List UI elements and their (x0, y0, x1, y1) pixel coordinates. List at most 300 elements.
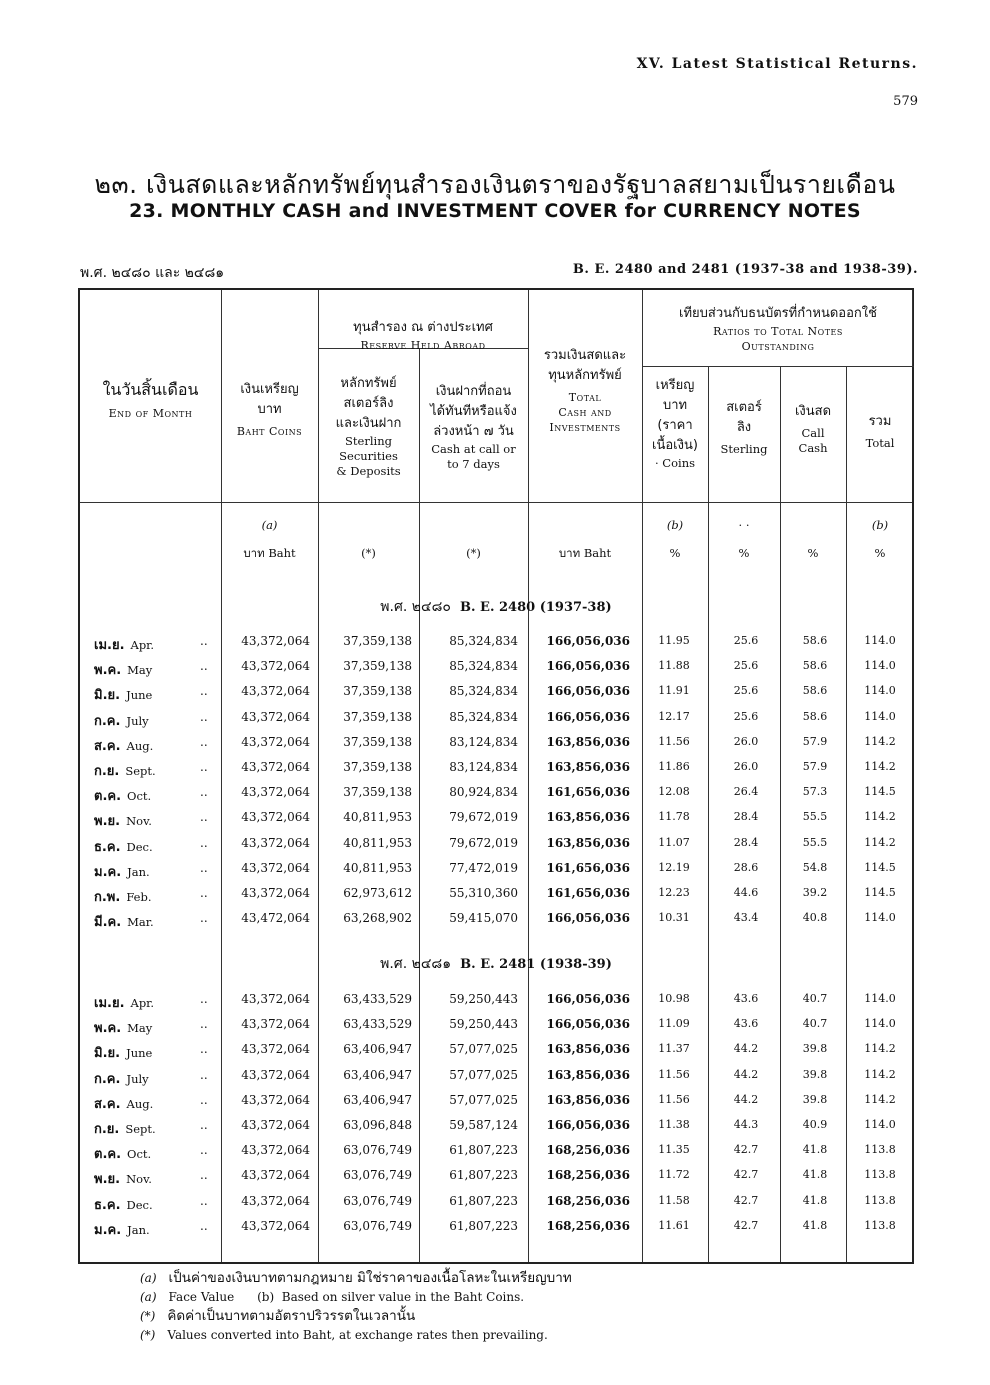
month-thai: ต.ค. (94, 1147, 122, 1163)
cell-total: 166,056,036 (546, 684, 630, 699)
cell-sterling: 63,076,749 (343, 1193, 412, 1208)
cell-baht-coins: 43,372,064 (241, 810, 310, 825)
cell-ratio-total: 114.0 (864, 911, 896, 925)
unit-label: % (807, 546, 819, 560)
cell-ratio-cash: 57.9 (802, 734, 828, 748)
cell-ratio-sterling: 26.0 (733, 760, 759, 773)
month-thai: ต.ค. (94, 789, 122, 805)
cell-cash-call: 59,250,443 (449, 992, 518, 1006)
month-english: Jan. (127, 864, 150, 879)
cell-baht-coins: 43,372,064 (241, 760, 310, 774)
cell-baht-coins: 43,472,064 (241, 911, 310, 926)
cell-sterling: 63,076,749 (343, 1143, 412, 1158)
cell-baht-coins: 43,372,064 (241, 634, 310, 648)
month-english: Apr. (130, 638, 155, 652)
header-sterling: หลักทรัพย์ สเตอร์ลิง และเงินฝาก Sterling Securities & Deposits (335, 376, 402, 478)
cell-total: 168,256,036 (546, 1218, 630, 1233)
footnote-marker: (*) (140, 1309, 156, 1323)
cell-baht-coins: 43,372,064 (241, 1092, 310, 1107)
month-cell (94, 684, 152, 705)
cell-cash-call: 57,077,025 (449, 1042, 518, 1057)
month-cell (94, 1168, 152, 1189)
month-thai: มิ.ย. (94, 688, 121, 704)
cell-ratio-coins: 11.58 (658, 1193, 690, 1207)
cell-ratio-cash: 57.9 (802, 760, 828, 773)
cell-ratio-coins: 11.86 (658, 760, 690, 773)
page-title-thai: ๒๓. เงินสดและหลักทรัพย์ทุนสำรองเงินตราของรัฐบาลสยามเป็นรายเดือน (94, 170, 896, 199)
cell-ratio-total: 114.2 (864, 1067, 896, 1081)
cell-ratio-coins: 11.56 (658, 1067, 690, 1081)
cell-ratio-sterling: 43.6 (733, 992, 759, 1005)
month-thai: มี.ค. (94, 915, 122, 931)
month-english: Sept. (125, 764, 156, 778)
page-number: 579 (893, 94, 918, 109)
header-ratios-group: เทียบส่วนกับธนบัตรที่กำหนดออกใช้ Ratios to Total Notes Outstanding (679, 306, 877, 353)
cell-ratio-sterling: 25.6 (733, 709, 759, 723)
month-thai: ก.ค. (94, 1071, 121, 1087)
cell-cash-call: 83,124,834 (449, 760, 518, 774)
cell-total: 166,056,036 (546, 709, 630, 724)
cell-cash-call: 61,807,223 (449, 1218, 518, 1233)
cell-ratio-coins: 11.35 (658, 1143, 690, 1157)
month-english: Dec. (126, 1197, 153, 1212)
header-cash-call: เงินฝากที่ถอน ได้ทันทีหรือแจ้ง ล่วงหน้า ๗ วัน Cash at call or to 7 days (430, 384, 517, 471)
cell-cash-call: 61,807,223 (449, 1193, 518, 1208)
leader-dots: .. (200, 911, 208, 926)
cell-baht-coins: 43,372,064 (241, 1017, 310, 1032)
table-row (80, 907, 912, 932)
cell-ratio-cash: 41.8 (802, 1143, 828, 1157)
footnote-text: Values converted into Baht, at exchange rates then prevailing. (167, 1328, 548, 1342)
month-cell (94, 659, 152, 680)
month-cell (94, 785, 151, 806)
cell-ratio-sterling: 42.7 (733, 1193, 759, 1207)
month-cell (94, 634, 154, 655)
cell-ratio-cash: 58.6 (802, 684, 828, 698)
header-rule (80, 502, 912, 503)
cell-total: 163,856,036 (546, 835, 630, 850)
page-title: 23. MONTHLY CASH and INVESTMENT COVER for CURRENCY NOTES (129, 200, 861, 222)
cell-baht-coins: 43,372,064 (241, 835, 310, 850)
cell-sterling: 63,268,902 (343, 911, 412, 926)
leader-dots: .. (200, 659, 208, 674)
month-cell (94, 710, 149, 731)
cell-cash-call: 85,324,834 (449, 659, 518, 674)
month-thai: ม.ค. (94, 864, 122, 880)
cell-total: 168,256,036 (546, 1193, 630, 1208)
cell-sterling: 63,076,749 (343, 1168, 412, 1183)
cell-ratio-sterling: 28.4 (733, 835, 759, 849)
leader-dots: .. (200, 810, 208, 825)
cell-sterling: 37,359,138 (343, 709, 412, 724)
unit-label: % (669, 546, 681, 560)
month-cell (94, 1143, 151, 1164)
cell-baht-coins: 43,372,064 (241, 1168, 310, 1183)
cell-ratio-total: 114.2 (864, 810, 896, 824)
cell-cash-call: 85,324,834 (449, 684, 518, 699)
leader-dots: .. (200, 1092, 208, 1107)
leader-dots: .. (200, 992, 208, 1006)
month-thai: ก.ค. (94, 713, 121, 729)
month-thai: ธ.ค. (94, 839, 121, 855)
table-row (80, 988, 912, 1013)
cell-ratio-cash: 40.7 (802, 1017, 828, 1031)
month-cell (94, 760, 156, 781)
cell-total: 163,856,036 (546, 1067, 630, 1082)
month-english: Dec. (126, 839, 153, 854)
footnote-marker: (a) (140, 1271, 157, 1285)
cell-cash-call: 61,807,223 (449, 1143, 518, 1158)
cell-cash-call: 59,250,443 (449, 1017, 518, 1032)
cell-cash-call: 79,672,019 (449, 835, 518, 850)
table-row (80, 832, 912, 857)
cell-baht-coins: 43,372,064 (241, 1218, 310, 1233)
cell-cash-call: 77,472,019 (449, 860, 518, 875)
cell-ratio-coins: 11.95 (658, 634, 690, 647)
unit-label: % (874, 546, 886, 560)
cell-ratio-total: 113.8 (864, 1218, 896, 1232)
header-ratio-sterling: สเตอร์ ลิง Sterling (720, 400, 768, 456)
cell-ratio-cash: 41.8 (802, 1168, 828, 1182)
leader-dots: .. (200, 1143, 208, 1158)
note-marker: (b) (871, 518, 889, 532)
cell-ratio-coins: 11.37 (658, 1042, 690, 1056)
cell-ratio-total: 114.0 (864, 684, 896, 698)
cell-ratio-sterling: 44.3 (733, 1118, 759, 1131)
month-english: Feb. (126, 890, 152, 904)
table-row (80, 806, 912, 831)
cell-total: 168,256,036 (546, 1168, 630, 1183)
table-row (80, 1089, 912, 1114)
unit-label: (*) (466, 546, 481, 560)
cell-ratio-sterling: 44.2 (733, 1042, 759, 1056)
cell-total: 163,856,036 (546, 1042, 630, 1057)
cell-sterling: 37,359,138 (343, 760, 412, 774)
footnote-marker: (*) (140, 1328, 156, 1342)
month-cell (94, 911, 154, 932)
cell-baht-coins: 43,372,064 (241, 992, 310, 1006)
month-english: Apr. (130, 996, 155, 1010)
cell-ratio-coins: 12.23 (658, 886, 690, 899)
month-cell (94, 735, 153, 756)
cell-total: 161,656,036 (546, 785, 630, 800)
cell-ratio-total: 114.2 (864, 1092, 896, 1106)
month-thai: พ.ย. (94, 814, 121, 830)
unit-label: บาท Baht (558, 546, 612, 560)
cell-ratio-sterling: 25.6 (733, 684, 759, 698)
cell-sterling: 37,359,138 (343, 634, 412, 648)
footnote (140, 1288, 572, 1306)
month-cell (94, 1093, 153, 1114)
unit-label: (*) (361, 546, 376, 560)
cell-ratio-total: 114.2 (864, 734, 896, 748)
table-row (80, 882, 912, 907)
cell-ratio-cash: 39.8 (802, 1042, 828, 1056)
month-thai: พ.ค. (94, 663, 122, 679)
period-label: B. E. 2480 and 2481 (1937-38 and 1938-39). (572, 262, 918, 277)
cell-total: 163,856,036 (546, 810, 630, 825)
table-row (80, 1114, 912, 1139)
month-english: July (126, 713, 149, 728)
cell-ratio-total: 114.0 (864, 1017, 896, 1031)
cell-ratio-total: 114.0 (864, 659, 896, 673)
cell-ratio-sterling: 25.6 (733, 659, 759, 673)
leader-dots: .. (200, 760, 208, 774)
cell-baht-coins: 43,372,064 (241, 1193, 310, 1208)
cell-ratio-total: 114.2 (864, 1042, 896, 1056)
leader-dots: .. (200, 1218, 208, 1233)
cell-ratio-coins: 11.78 (658, 810, 690, 824)
cell-ratio-sterling: 44.2 (733, 1067, 759, 1081)
cell-ratio-total: 114.0 (864, 992, 896, 1005)
cell-ratio-coins: 12.19 (658, 860, 690, 874)
month-english: June (126, 1046, 153, 1061)
leader-dots: .. (200, 1017, 208, 1032)
cell-cash-call: 57,077,025 (449, 1092, 518, 1107)
cell-ratio-cash: 41.8 (802, 1218, 828, 1232)
cell-ratio-sterling: 42.7 (733, 1168, 759, 1182)
footnote-text: Face Value (b) Based on silver value in the Baht Coins. (168, 1290, 525, 1304)
cell-cash-call: 85,324,834 (449, 709, 518, 724)
cell-total: 166,056,036 (546, 659, 630, 674)
header-ratio-coins: เหรียญ บาท (ราคา เนื้อเงิน) · Coins (652, 378, 698, 470)
cell-ratio-total: 114.0 (864, 709, 896, 723)
cell-ratio-coins: 10.31 (658, 911, 690, 925)
cell-sterling: 63,096,848 (343, 1118, 412, 1132)
cell-cash-call: 80,924,834 (449, 785, 518, 800)
month-cell (94, 810, 152, 831)
cell-ratio-total: 114.5 (864, 860, 896, 874)
month-english: Jan. (127, 1222, 150, 1237)
cell-ratio-sterling: 26.0 (733, 734, 759, 748)
header-ratio-total: รวม Total (865, 414, 895, 450)
month-thai: ส.ค. (94, 1096, 121, 1112)
month-cell (94, 1219, 150, 1240)
cell-ratio-total: 113.8 (864, 1168, 896, 1182)
month-thai: เม.ย. (94, 996, 125, 1011)
cell-ratio-cash: 39.8 (802, 1067, 828, 1081)
cell-cash-call: 59,587,124 (449, 1118, 518, 1132)
leader-dots: .. (200, 684, 208, 699)
month-cell (94, 861, 150, 882)
month-thai: เม.ย. (94, 638, 125, 653)
cell-sterling: 40,811,953 (343, 810, 412, 825)
cell-sterling: 62,973,612 (343, 886, 412, 900)
footnote (140, 1326, 572, 1344)
cell-total: 166,056,036 (546, 1017, 630, 1032)
cell-total: 161,656,036 (546, 886, 630, 900)
cell-baht-coins: 43,372,064 (241, 684, 310, 699)
month-thai: ธ.ค. (94, 1197, 121, 1213)
cell-baht-coins: 43,372,064 (241, 709, 310, 724)
cell-total: 163,856,036 (546, 1092, 630, 1107)
cell-ratio-total: 114.5 (864, 785, 896, 799)
cell-ratio-coins: 11.09 (658, 1017, 690, 1031)
table-row (80, 857, 912, 882)
footnote-text: เป็นค่าของเงินบาทตามกฎหมาย มิใช่ราคาของเนื้อโลหะในเหรียญบาท (168, 1270, 572, 1286)
leader-dots: .. (200, 860, 208, 875)
header-end-of-month: ในวันสิ้นเดือน End of Month (102, 380, 199, 420)
cell-ratio-coins: 11.91 (658, 684, 690, 698)
header-baht-coins: เงินเหรียญ บาท Baht Coins (236, 382, 303, 438)
cell-ratio-total: 114.2 (864, 760, 896, 773)
cell-sterling: 63,406,947 (343, 1042, 412, 1057)
cell-ratio-cash: 39.8 (802, 1092, 828, 1106)
month-english: Oct. (127, 789, 152, 804)
cell-ratio-sterling: 44.2 (733, 1092, 759, 1106)
leader-dots: .. (200, 634, 208, 648)
month-thai: พ.ย. (94, 1172, 121, 1188)
month-thai: ก.พ. (94, 890, 121, 905)
note-marker: · · (738, 518, 750, 532)
note-marker: (b) (666, 518, 684, 532)
leader-dots: .. (200, 835, 208, 850)
cell-baht-coins: 43,372,064 (241, 659, 310, 674)
cell-ratio-sterling: 43.4 (733, 911, 759, 925)
cell-ratio-sterling: 25.6 (733, 634, 759, 647)
cell-ratio-cash: 57.3 (802, 785, 828, 799)
header-ratio-cash: เงินสด Call Cash (794, 404, 832, 455)
note-marker: (a) (261, 518, 278, 532)
month-cell (94, 992, 154, 1013)
unit-label: % (738, 546, 750, 560)
cell-ratio-sterling: 43.6 (733, 1017, 759, 1031)
cell-sterling: 37,359,138 (343, 785, 412, 800)
table-row (80, 1064, 912, 1089)
cell-ratio-cash: 55.5 (802, 810, 828, 824)
table-row (80, 1164, 912, 1189)
cell-ratio-coins: 11.61 (658, 1218, 690, 1232)
cell-ratio-sterling: 28.4 (733, 810, 759, 824)
footnote-text: คิดค่าเป็นบาทตามอัตราปริวรรตในเวลานั้น (167, 1308, 416, 1324)
cell-ratio-cash: 54.8 (802, 860, 828, 874)
cell-cash-call: 57,077,025 (449, 1067, 518, 1082)
table-row (80, 706, 912, 731)
footnote (140, 1306, 572, 1326)
footnote (140, 1268, 572, 1288)
month-cell (94, 1194, 153, 1215)
month-english: May (127, 1021, 153, 1036)
cell-cash-call: 61,807,223 (449, 1168, 518, 1183)
leader-dots: .. (200, 785, 208, 800)
cell-ratio-sterling: 42.7 (733, 1218, 759, 1232)
leader-dots: .. (200, 1168, 208, 1183)
cell-ratio-sterling: 44.6 (733, 886, 759, 899)
cell-baht-coins: 43,372,064 (241, 1143, 310, 1158)
leader-dots: .. (200, 1067, 208, 1082)
unit-label: บาท Baht (243, 546, 296, 560)
period-label-thai: พ.ศ. ๒๔๘๐ และ ๒๔๘๑ (80, 265, 225, 281)
cell-total: 161,656,036 (546, 860, 630, 875)
section-heading: พ.ศ. ๒๔๘๐ B. E. 2480 (1937-38) (380, 599, 612, 615)
cell-total: 166,056,036 (546, 634, 630, 648)
cell-total: 166,056,036 (546, 1118, 630, 1132)
cell-ratio-cash: 40.9 (802, 1118, 828, 1131)
cell-sterling: 40,811,953 (343, 835, 412, 850)
leader-dots: .. (200, 734, 208, 749)
month-cell (94, 836, 153, 857)
cell-sterling: 63,433,529 (343, 1017, 412, 1032)
cell-baht-coins: 43,372,064 (241, 886, 310, 900)
cell-total: 168,256,036 (546, 1143, 630, 1158)
month-cell (94, 1068, 149, 1089)
cell-baht-coins: 43,372,064 (241, 785, 310, 800)
month-thai: ส.ค. (94, 738, 121, 754)
month-cell (94, 1118, 156, 1139)
cell-baht-coins: 43,372,064 (241, 734, 310, 749)
cell-sterling: 63,076,749 (343, 1218, 412, 1233)
currency-cover-table (78, 288, 914, 1264)
month-english: Mar. (127, 915, 154, 930)
table-row (80, 1215, 912, 1240)
running-title: XV. Latest Statistical Returns. (636, 56, 918, 72)
table-row (80, 731, 912, 756)
table-row (80, 1038, 912, 1063)
month-cell (94, 1042, 152, 1063)
cell-ratio-sterling: 42.7 (733, 1143, 759, 1157)
month-thai: ม.ค. (94, 1222, 122, 1238)
month-english: Aug. (126, 1096, 154, 1111)
cell-total: 166,056,036 (546, 992, 630, 1006)
cell-ratio-coins: 11.38 (658, 1118, 690, 1131)
month-english: Nov. (126, 814, 152, 829)
leader-dots: .. (200, 1042, 208, 1057)
month-thai: พ.ค. (94, 1021, 122, 1037)
month-thai: ก.ย. (94, 1122, 120, 1137)
leader-dots: .. (200, 1193, 208, 1208)
cell-ratio-cash: 58.6 (802, 634, 828, 647)
cell-cash-call: 85,324,834 (449, 634, 518, 648)
cell-sterling: 63,406,947 (343, 1067, 412, 1082)
cell-cash-call: 79,672,019 (449, 810, 518, 825)
cell-ratio-coins: 12.08 (658, 785, 690, 799)
cell-ratio-total: 114.5 (864, 886, 896, 899)
month-cell (94, 1017, 152, 1038)
cell-ratio-total: 114.2 (864, 835, 896, 849)
cell-cash-call: 83,124,834 (449, 734, 518, 749)
month-english: May (127, 663, 153, 678)
month-english: Nov. (126, 1172, 152, 1187)
cell-ratio-cash: 39.2 (802, 886, 828, 899)
cell-ratio-coins: 11.88 (658, 659, 690, 673)
footnote-marker: (a) (140, 1290, 157, 1304)
cell-sterling: 40,811,953 (343, 860, 412, 875)
cell-ratio-cash: 40.8 (802, 911, 828, 925)
section-heading: พ.ศ. ๒๔๘๑ B. E. 2481 (1938-39) (380, 956, 612, 972)
cell-total: 163,856,036 (546, 734, 630, 749)
cell-ratio-cash: 41.8 (802, 1193, 828, 1207)
cell-total: 163,856,036 (546, 760, 630, 774)
cell-ratio-coins: 11.72 (658, 1168, 690, 1182)
cell-ratio-cash: 40.7 (802, 992, 828, 1005)
cell-cash-call: 59,415,070 (449, 911, 518, 926)
cell-total: 166,056,036 (546, 911, 630, 926)
footnotes (140, 1268, 572, 1344)
month-cell (94, 886, 152, 907)
table-row (80, 781, 912, 806)
cell-ratio-total: 114.0 (864, 1118, 896, 1131)
table-row (80, 655, 912, 680)
month-thai: ก.ย. (94, 764, 120, 779)
month-english: June (126, 688, 153, 703)
cell-ratio-cash: 58.6 (802, 709, 828, 723)
month-english: Oct. (127, 1147, 152, 1162)
table-row (80, 680, 912, 705)
cell-sterling: 37,359,138 (343, 734, 412, 749)
leader-dots: .. (200, 1118, 208, 1132)
cell-baht-coins: 43,372,064 (241, 860, 310, 875)
cell-ratio-coins: 11.07 (658, 835, 690, 849)
